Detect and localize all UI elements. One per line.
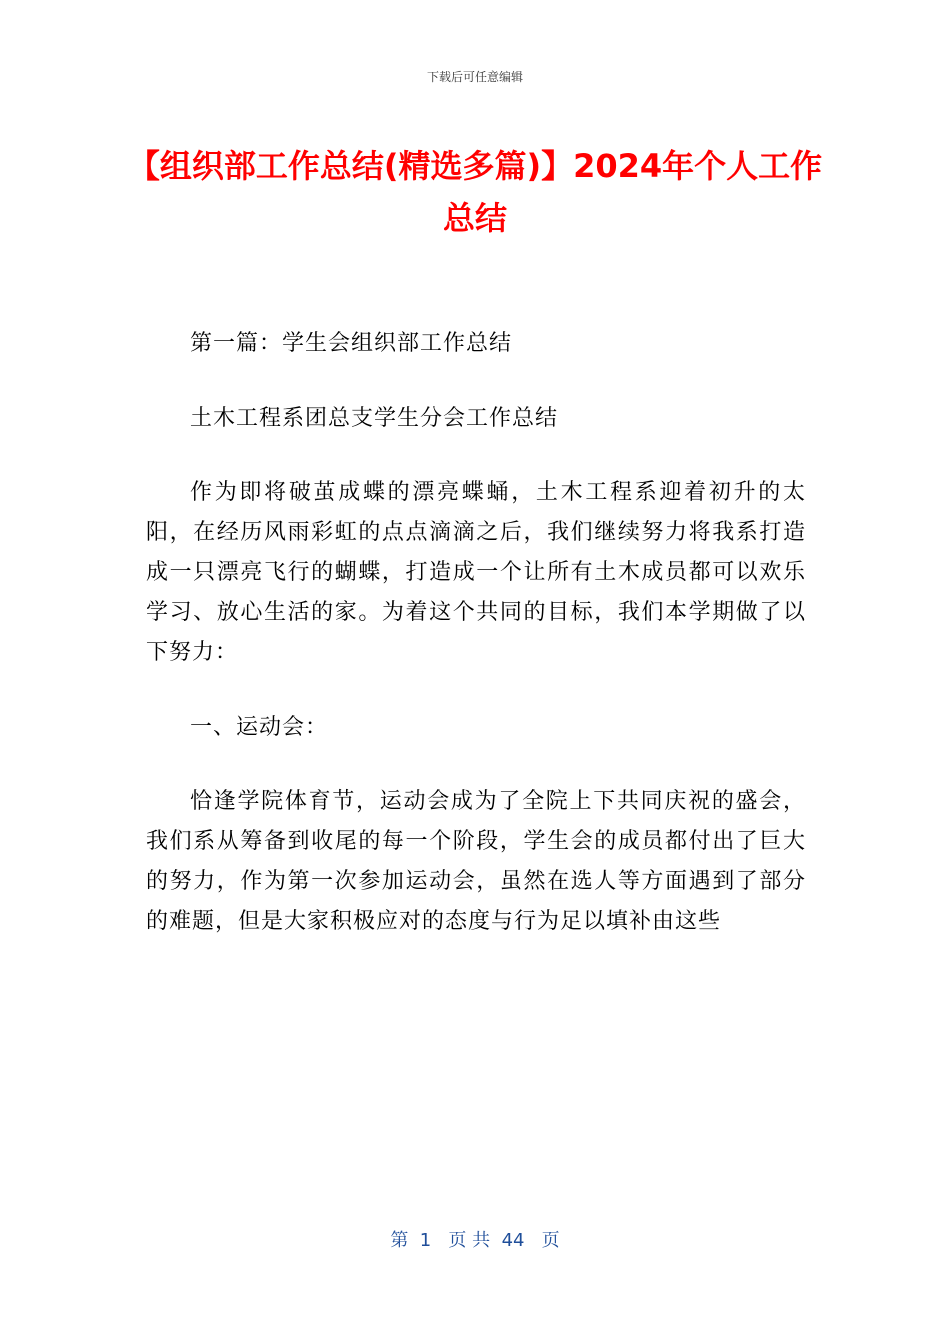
page-number-footer: 第 1 页 共 44 页 (390, 1230, 560, 1251)
section-heading: 第一篇：学生会组织部工作总结 (190, 331, 513, 356)
document-title: 【组织部工作总结(精选多篇)】2024年个人工作总结 (127, 147, 823, 237)
subsection-heading: 一、运动会： (190, 714, 329, 740)
sports-meet-paragraph: 恰逢学院体育节，运动会成为了全院上下共同庆祝的盛会，我们系从筹备到收尾的每一个阶段，学生会的成员都付出了巨大的努力，作为第一次参加运动会，虽然在选人等方面遇到了部分的难题，但是大家积极应对的态度与行为足以填补由这些 (146, 789, 806, 934)
subtitle-paragraph: 土木工程系团总支学生分会工作总结 (190, 405, 559, 431)
document-body (146, 324, 806, 942)
header-note: 下载后可任意编辑 (426, 70, 523, 84)
intro-paragraph: 作为即将破茧成蝶的漂亮蝶蛹，土木工程系迎着初升的太阳，在经历风雨彩虹的点点滴滴之后，我们继续努力将我系打造成一只漂亮飞行的蝴蝶，打造成一个让所有土木成员都可以欢乐学习、放心生活的家。为着这个共同的目标，我们本学期做了以下努力： (146, 480, 806, 665)
